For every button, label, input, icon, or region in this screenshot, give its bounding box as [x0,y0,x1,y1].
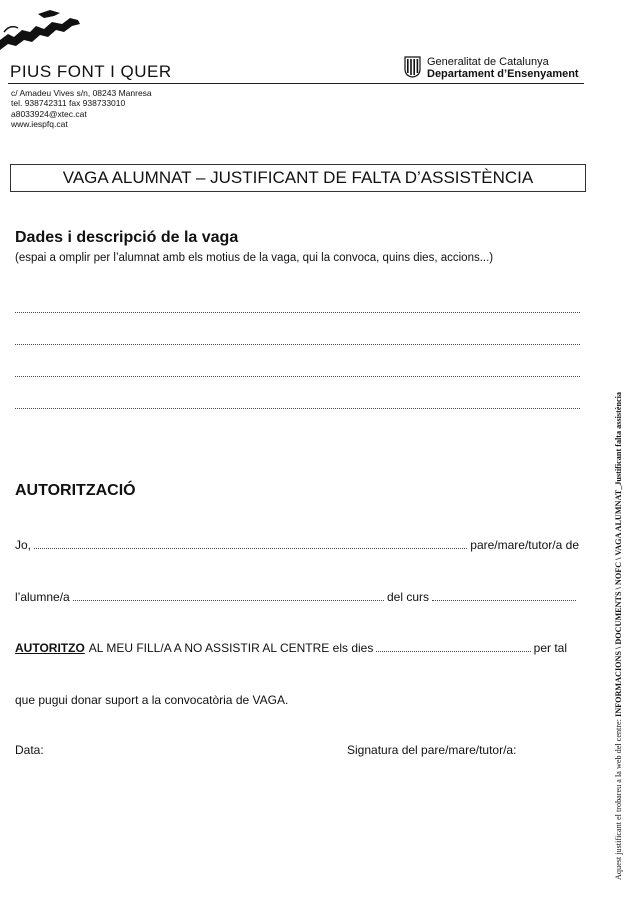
school-logo [0,10,80,55]
authorize-keyword: AUTORITZO [15,641,85,655]
support-statement: que pugui donar suport a la convocatòria de VAGA. [15,693,289,707]
side-note-prefix: Aquest justificant el trobareu a la web del centre: [614,716,623,880]
authorize-end-label: per tal [533,641,567,655]
authorize-line [15,641,579,655]
document-title: VAGA ALUMNAT – JUSTIFICANT DE FALTA D’ASSISTÈNCIA [10,164,586,192]
signature-label: Signatura del pare/mare/tutor/a: [347,743,517,757]
description-subtitle: (espai a omplir per l’alumnat amb els motius de la vaga, qui la convoca, quins dies, accions...) [15,252,494,264]
school-website: www.iespfq.cat [11,119,68,129]
absence-days-field[interactable] [376,651,530,652]
department-name: Departament d’Ensenyament [427,68,579,80]
description-fill-line[interactable] [15,408,580,410]
student-line [15,590,579,604]
generalitat-emblem [404,56,421,78]
course-label: del curs [386,590,429,604]
school-address: c/ Amadeu Vives s/n, 08243 Manresa [11,88,152,98]
side-note [614,392,623,880]
description-fill-line[interactable] [15,376,580,378]
description-fill-line[interactable] [15,344,580,346]
generalitat-name: Generalitat de Catalunya [427,56,549,68]
header-rule [8,83,584,84]
guardian-name-field[interactable] [34,548,467,549]
guardian-intro-label: Jo, [15,538,32,552]
student-label: l’alumne/a [15,590,70,604]
side-note-path: INFORMACIONS \ DOCUMENTS \ NOFC \ VAGA ALUMNAT_Justificant falta assistència [614,391,623,717]
student-name-field[interactable] [73,600,384,601]
authorize-text: AL MEU FILL/A A NO ASSISTIR AL CENTRE els dies [88,641,374,655]
school-name: PIUS FONT I QUER [10,62,172,81]
school-email: a8033924@xtec.cat [11,109,87,119]
description-heading: Dades i descripció de la vaga [15,229,239,246]
course-field[interactable] [432,600,576,601]
authorization-heading: AUTORITZACIÓ [15,482,136,499]
date-label: Data: [15,743,44,757]
school-phone-fax: tel. 938742311 fax 938733010 [11,98,126,108]
description-fill-line[interactable] [15,312,580,314]
guardian-role-label: pare/mare/tutor/a de [470,538,579,552]
guardian-name-line [15,538,579,552]
